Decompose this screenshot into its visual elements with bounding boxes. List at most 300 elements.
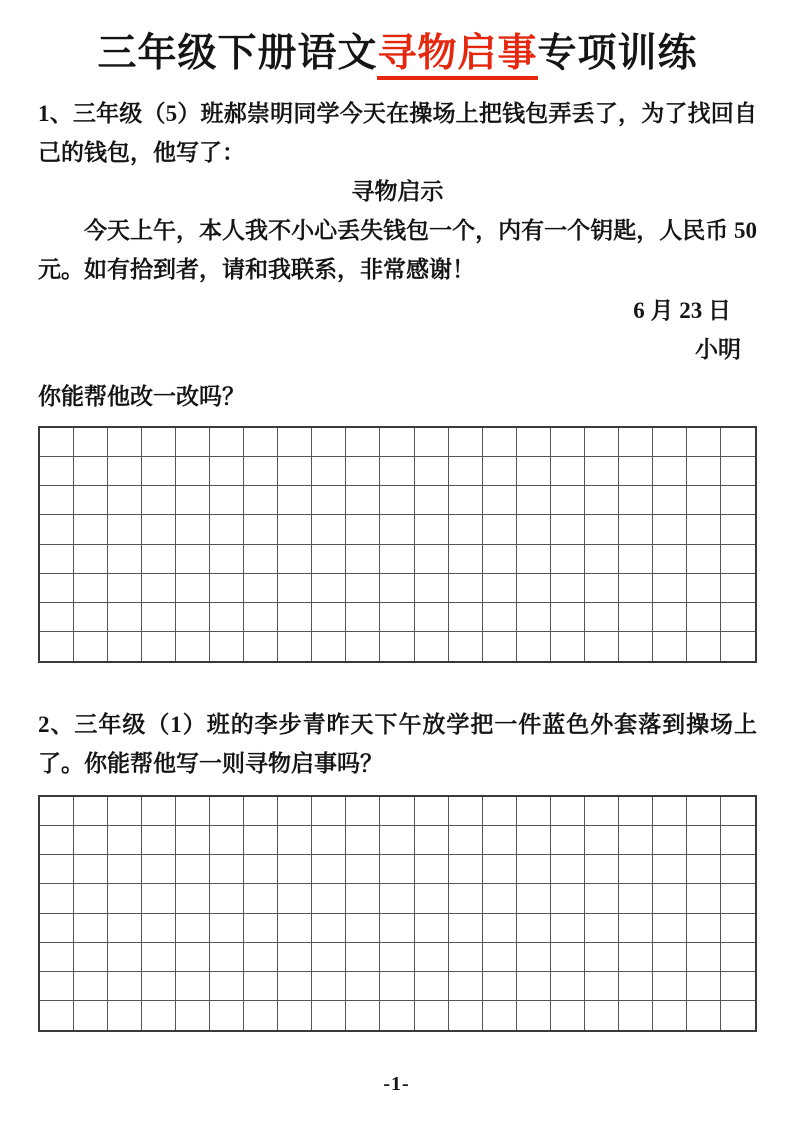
grid-cell [449,943,483,972]
grid-cell [278,457,312,486]
grid-cell [517,855,551,884]
grid-cell [40,457,74,486]
grid-cell [210,914,244,943]
grid-cell [551,457,585,486]
grid-cell [210,457,244,486]
question1-followup: 你能帮他改一改吗？ [38,384,245,409]
grid-cell [278,515,312,544]
grid-cell [653,632,687,661]
grid-cell [653,914,687,943]
grid-cell [210,486,244,515]
page-title [38,22,757,78]
grid-cell [244,515,278,544]
grid-cell [142,914,176,943]
grid-cell [74,574,108,603]
grid-cell [721,574,755,603]
grid-cell [74,545,108,574]
grid-cell [517,603,551,632]
grid-cell [483,486,517,515]
grid-cell [380,515,414,544]
grid-cell [142,943,176,972]
grid-cell [346,972,380,1001]
grid-cell [585,826,619,855]
grid-cell [40,855,74,884]
grid-cell [278,797,312,826]
grid-cell [74,972,108,1001]
grid-cell [142,457,176,486]
grid-cell [40,972,74,1001]
grid-cell [380,943,414,972]
grid-cell [653,1001,687,1030]
grid-cell [210,797,244,826]
grid-cell [517,826,551,855]
grid-cell [721,603,755,632]
grid-cell [346,515,380,544]
grid-cell [40,603,74,632]
grid-cell [619,855,653,884]
grid-cell [687,603,721,632]
grid-cell [687,884,721,913]
grid-cell [278,914,312,943]
grid-cell [142,797,176,826]
grid-cell [312,486,346,515]
grid-cell [40,826,74,855]
grid-cell [278,545,312,574]
grid-cell [244,855,278,884]
grid-cell [721,457,755,486]
grid-cell [483,855,517,884]
grid-cell [517,486,551,515]
grid-cell [687,855,721,884]
grid-cell [449,914,483,943]
grid-cell [278,884,312,913]
grid-cell [312,943,346,972]
grid-cell [210,826,244,855]
grid-cell [74,515,108,544]
grid-cell [142,486,176,515]
grid-cell [585,574,619,603]
grid-cell [74,632,108,661]
grid-cell [380,797,414,826]
grid-cell [585,457,619,486]
grid-cell [108,914,142,943]
grid-cell [721,797,755,826]
grid-cell [176,603,210,632]
grid-cell [449,972,483,1001]
grid-cell [108,515,142,544]
grid-cell [551,1001,585,1030]
page-title-prefix: 三年级下册语文 [97,32,378,75]
grid-cell [415,545,449,574]
grid-cell [585,1001,619,1030]
grid-cell [380,486,414,515]
grid-cell [40,914,74,943]
grid-cell [346,914,380,943]
grid-cell [380,972,414,1001]
grid-cell [483,574,517,603]
grid-cell [176,884,210,913]
grid-cell [210,545,244,574]
grid-cell [517,884,551,913]
grid-cell [449,632,483,661]
grid-cell [278,826,312,855]
grid-cell [585,632,619,661]
grid-cell [346,855,380,884]
grid-cell [585,428,619,457]
grid-cell [176,632,210,661]
grid-cell [278,972,312,1001]
grid-cell [483,1001,517,1030]
grid-cell [244,797,278,826]
grid-cell [312,574,346,603]
grid-cell [415,826,449,855]
grid-cell [244,486,278,515]
grid-cell [551,855,585,884]
grid-cell [346,1001,380,1030]
question-2 [38,705,757,1032]
grid-cell [619,486,653,515]
grid-cell [517,1001,551,1030]
grid-cell [653,545,687,574]
question2-prompt: 2、三年级（1）班的李步青昨天下午放学把一件蓝色外套落到操场上了。你能帮他写一则寻物启事吗？ [38,712,757,776]
grid-cell [380,603,414,632]
grid-cell [176,855,210,884]
grid-cell [312,632,346,661]
grid-cell [687,486,721,515]
grid-cell [687,943,721,972]
grid-cell [108,826,142,855]
grid-cell [176,1001,210,1030]
grid-cell [346,603,380,632]
grid-cell [74,884,108,913]
grid-cell [278,855,312,884]
grid-cell [108,574,142,603]
grid-cell [483,884,517,913]
grid-cell [142,603,176,632]
grid-cell [517,515,551,544]
grid-cell [551,632,585,661]
grid-cell [415,914,449,943]
grid-cell [483,826,517,855]
grid-cell [517,574,551,603]
grid-cell [74,603,108,632]
grid-cell [551,826,585,855]
grid-cell [142,545,176,574]
grid-cell [449,826,483,855]
grid-cell [380,855,414,884]
grid-cell [653,603,687,632]
grid-cell [210,603,244,632]
grid-cell [312,515,346,544]
question-1 [38,94,757,663]
grid-cell [312,972,346,1001]
grid-cell [619,884,653,913]
page-title-highlight: 寻物启事 [377,32,537,80]
grid-cell [108,632,142,661]
grid-cell [585,855,619,884]
grid-cell [551,943,585,972]
grid-cell [517,797,551,826]
grid-cell [619,545,653,574]
grid-cell [74,428,108,457]
grid-cell [449,574,483,603]
grid-cell [585,515,619,544]
grid-cell [585,884,619,913]
grid-cell [721,855,755,884]
grid-cell [278,943,312,972]
grid-cell [415,972,449,1001]
grid-cell [40,515,74,544]
grid-cell [346,428,380,457]
grid-cell [108,486,142,515]
grid-cell [244,826,278,855]
grid-cell [278,1001,312,1030]
grid-cell [40,797,74,826]
grid-cell [449,855,483,884]
question1-prompt: 1、三年级（5）班郝崇明同学今天在操场上把钱包弄丢了，为了找回自己的钱包，他写了： [38,101,757,165]
grid-cell [244,1001,278,1030]
grid-cell [483,632,517,661]
grid-cell [312,855,346,884]
grid-cell [415,855,449,884]
grid-cell [687,914,721,943]
grid-cell [142,826,176,855]
grid-cell [108,603,142,632]
grid-cell [517,943,551,972]
grid-cell [653,457,687,486]
grid-cell [210,515,244,544]
grid-cell [210,1001,244,1030]
grid-cell [176,797,210,826]
grid-cell [210,884,244,913]
grid-cell [653,515,687,544]
grid-cell [483,797,517,826]
grid-cell [142,884,176,913]
grid-cell [721,486,755,515]
grid-cell [415,603,449,632]
grid-cell [483,457,517,486]
grid-cell [653,884,687,913]
grid-cell [653,972,687,1001]
grid-cell [108,972,142,1001]
grid-cell [415,428,449,457]
grid-cell [176,574,210,603]
grid-cell [449,884,483,913]
grid-cell [244,603,278,632]
grid-cell [721,632,755,661]
grid-cell [721,943,755,972]
grid-cell [721,972,755,1001]
grid-cell [142,574,176,603]
grid-cell [551,545,585,574]
grid-cell [687,428,721,457]
grid-cell [619,428,653,457]
grid-cell [551,486,585,515]
grid-cell [415,1001,449,1030]
grid-cell [74,797,108,826]
grid-cell [176,826,210,855]
grid-cell [585,972,619,1001]
page-title-suffix: 专项训练 [537,32,698,75]
grid-cell [517,972,551,1001]
grid-cell [142,972,176,1001]
grid-cell [346,797,380,826]
grid-cell [244,632,278,661]
grid-cell [40,545,74,574]
grid-cell [721,1001,755,1030]
grid-cell [278,574,312,603]
grid-cell [585,603,619,632]
grid-cell [415,632,449,661]
grid-cell [619,632,653,661]
grid-cell [176,943,210,972]
grid-cell [176,914,210,943]
grid-cell [244,972,278,1001]
grid-cell [449,603,483,632]
grid-cell [346,884,380,913]
grid-cell [449,428,483,457]
grid-cell [551,972,585,1001]
grid-cell [619,943,653,972]
grid-cell [108,428,142,457]
grid-cell [312,545,346,574]
grid-cell [108,855,142,884]
grid-cell [40,943,74,972]
grid-cell [380,574,414,603]
grid-cell [483,603,517,632]
grid-cell [142,428,176,457]
grid-cell [142,1001,176,1030]
grid-cell [74,943,108,972]
grid-cell [721,428,755,457]
grid-cell [142,515,176,544]
grid-cell [312,797,346,826]
grid-cell [619,972,653,1001]
grid-cell [210,428,244,457]
grid-cell [449,457,483,486]
grid-cell [551,428,585,457]
grid-cell [687,826,721,855]
grid-cell [108,943,142,972]
grid-cell [346,826,380,855]
grid-cell [244,884,278,913]
grid-cell [380,826,414,855]
grid-cell [40,428,74,457]
grid-cell [244,428,278,457]
grid-cell [74,1001,108,1030]
grid-cell [585,797,619,826]
grid-cell [619,515,653,544]
grid-cell [585,545,619,574]
grid-cell [108,457,142,486]
grid-cell [449,545,483,574]
grid-cell [551,797,585,826]
grid-cell [551,515,585,544]
grid-cell [551,884,585,913]
grid-cell [346,457,380,486]
grid-cell [176,457,210,486]
grid-cell [380,884,414,913]
grid-cell [687,797,721,826]
grid-cell [415,574,449,603]
grid-cell [551,574,585,603]
grid-cell [483,515,517,544]
page-number: -1- [383,1073,410,1095]
grid-cell [483,972,517,1001]
grid-cell [380,428,414,457]
grid-cell [721,545,755,574]
notice-title: 寻物启示 [351,179,444,204]
grid-cell [74,457,108,486]
grid-cell [40,574,74,603]
grid-cell [380,545,414,574]
grid-cell [653,574,687,603]
grid-cell [142,855,176,884]
grid-cell [40,632,74,661]
grid-cell [415,457,449,486]
grid-cell [312,1001,346,1030]
notice-date: 6 月 23 日 [633,298,731,323]
grid-cell [74,855,108,884]
grid-cell [687,515,721,544]
grid-cell [619,574,653,603]
grid-cell [517,545,551,574]
grid-cell [551,914,585,943]
grid-cell [176,972,210,1001]
grid-cell [415,884,449,913]
notice-signature: 小明 [695,337,741,362]
writing-grid-2 [38,795,757,1032]
grid-cell [687,632,721,661]
grid-cell [653,855,687,884]
grid-cell [278,486,312,515]
grid-cell [312,457,346,486]
grid-cell [619,826,653,855]
grid-cell [449,1001,483,1030]
grid-cell [278,428,312,457]
grid-cell [449,797,483,826]
grid-cell [210,943,244,972]
grid-cell [517,457,551,486]
grid-cell [244,545,278,574]
grid-cell [40,884,74,913]
grid-cell [380,632,414,661]
grid-cell [244,574,278,603]
grid-cell [415,515,449,544]
grid-cell [176,486,210,515]
grid-cell [483,943,517,972]
grid-cell [210,632,244,661]
writing-grid-1 [38,426,757,663]
grid-cell [74,486,108,515]
grid-cell [483,545,517,574]
grid-cell [653,486,687,515]
grid-cell [483,914,517,943]
grid-cell [312,428,346,457]
grid-cell [142,632,176,661]
grid-cell [517,914,551,943]
grid-cell [585,486,619,515]
grid-cell [517,632,551,661]
grid-cell [108,797,142,826]
grid-cell [108,545,142,574]
grid-cell [721,914,755,943]
grid-cell [210,855,244,884]
grid-cell [653,826,687,855]
grid-cell [74,826,108,855]
grid-cell [244,943,278,972]
grid-cell [653,943,687,972]
